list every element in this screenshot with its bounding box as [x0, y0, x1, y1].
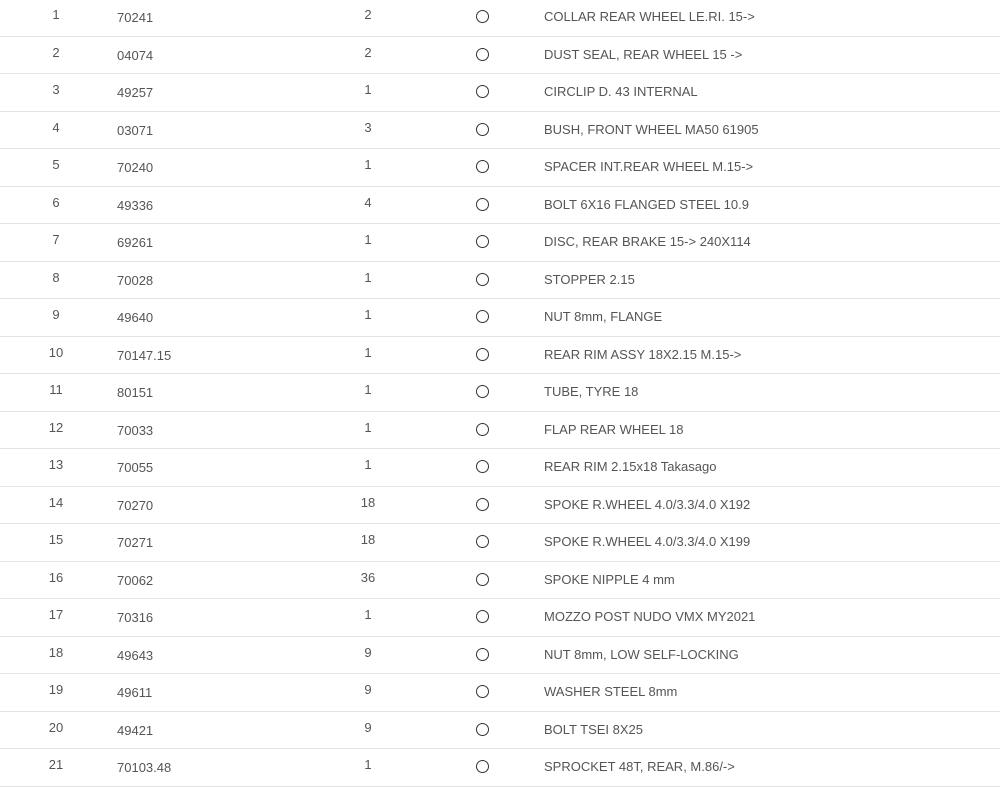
- quantity: 9: [364, 644, 372, 660]
- radio-circle-icon[interactable]: [476, 348, 489, 361]
- part-description: SPOKE R.WHEEL 4.0/3.3/4.0 X192: [544, 496, 751, 512]
- radio-circle-icon[interactable]: [476, 123, 489, 136]
- part-description: CIRCLIP D. 43 INTERNAL: [544, 84, 698, 99]
- select-radio[interactable]: [476, 610, 489, 623]
- select-radio[interactable]: [476, 460, 489, 473]
- table-row: [0, 524, 1000, 562]
- part-code: 70147.15: [117, 347, 172, 363]
- quantity: 18: [360, 494, 376, 510]
- quantity: 1: [364, 307, 372, 322]
- table-row: [0, 449, 1000, 487]
- row-number: 19: [48, 682, 64, 697]
- part-code: 70270: [117, 497, 154, 513]
- part-code: 80151: [117, 385, 154, 400]
- part-description: SPROCKET 48T, REAR, M.86/->: [544, 759, 735, 774]
- part-code: 70062: [117, 572, 154, 588]
- part-description: BUSH, FRONT WHEEL MA50 61905: [544, 121, 759, 137]
- part-description: REAR RIM 2.15x18 Takasago: [544, 459, 717, 474]
- select-radio[interactable]: [476, 348, 489, 361]
- quantity: 1: [364, 269, 372, 285]
- quantity: 2: [364, 7, 372, 22]
- table-row: [0, 749, 1000, 787]
- quantity: 4: [364, 194, 372, 210]
- row-number: 14: [48, 494, 64, 510]
- radio-circle-icon[interactable]: [476, 85, 489, 98]
- part-description: DUST SEAL, REAR WHEEL 15 ->: [544, 46, 743, 62]
- part-description: SPACER INT.REAR WHEEL M.15->: [544, 159, 754, 174]
- part-description: NUT 8mm, FLANGE: [544, 309, 663, 324]
- select-radio[interactable]: [476, 273, 489, 286]
- table-row: [0, 37, 1000, 75]
- quantity: 9: [364, 682, 372, 697]
- part-description: REAR RIM ASSY 18X2.15 M.15->: [544, 346, 742, 362]
- select-radio[interactable]: [476, 10, 489, 23]
- quantity: 18: [360, 532, 376, 547]
- select-radio[interactable]: [476, 85, 489, 98]
- row-number: 12: [48, 419, 64, 435]
- part-description: COLLAR REAR WHEEL LE.RI. 15->: [544, 9, 755, 24]
- select-radio[interactable]: [476, 48, 489, 61]
- radio-circle-icon[interactable]: [476, 423, 489, 436]
- quantity: 36: [360, 569, 376, 585]
- row-number: 6: [52, 194, 60, 210]
- part-code: 70316: [117, 610, 154, 625]
- row-number: 13: [48, 457, 64, 472]
- radio-circle-icon[interactable]: [476, 310, 489, 323]
- row-number: 8: [52, 269, 60, 285]
- row-number: 11: [49, 382, 63, 397]
- quantity: 1: [364, 419, 372, 435]
- table-row: [0, 337, 1000, 375]
- row-number: 10: [48, 344, 64, 360]
- row-number: 16: [48, 569, 64, 585]
- part-code: 03071: [117, 122, 154, 138]
- select-radio[interactable]: [476, 423, 489, 436]
- part-code: 70055: [117, 460, 154, 475]
- row-number: 4: [52, 119, 60, 135]
- table-row: [0, 562, 1000, 600]
- table-row: [0, 262, 1000, 300]
- radio-circle-icon[interactable]: [476, 198, 489, 211]
- part-description: WASHER STEEL 8mm: [544, 684, 678, 699]
- table-row: [0, 599, 1000, 637]
- part-code: 49421: [117, 722, 154, 738]
- select-radio[interactable]: [476, 198, 489, 211]
- quantity: 1: [364, 457, 372, 472]
- radio-circle-icon[interactable]: [476, 235, 489, 248]
- row-number: 15: [48, 532, 64, 547]
- part-code: 49640: [117, 310, 154, 325]
- quantity: 2: [364, 44, 372, 60]
- radio-circle-icon[interactable]: [476, 760, 489, 773]
- radio-circle-icon[interactable]: [476, 610, 489, 623]
- part-description: BOLT TSEI 8X25: [544, 721, 643, 737]
- select-radio[interactable]: [476, 235, 489, 248]
- part-code: 70028: [117, 272, 154, 288]
- table-row: [0, 674, 1000, 712]
- select-radio[interactable]: [476, 385, 489, 398]
- table-row: [0, 149, 1000, 187]
- part-description: SPOKE R.WHEEL 4.0/3.3/4.0 X199: [544, 534, 751, 549]
- row-number: 9: [52, 307, 60, 322]
- select-radio[interactable]: [476, 760, 489, 773]
- table-row: [0, 299, 1000, 337]
- quantity: 1: [364, 757, 372, 772]
- part-description: BOLT 6X16 FLANGED STEEL 10.9: [544, 196, 749, 212]
- radio-circle-icon[interactable]: [476, 273, 489, 286]
- part-description: DISC, REAR BRAKE 15-> 240X114: [544, 234, 751, 249]
- part-code: 04074: [117, 47, 154, 63]
- select-radio[interactable]: [476, 573, 489, 586]
- row-number: 17: [48, 607, 64, 622]
- select-radio[interactable]: [476, 160, 489, 173]
- table-row: [0, 412, 1000, 450]
- table-row: [0, 224, 1000, 262]
- part-code: 49336: [117, 197, 154, 213]
- row-number: 5: [52, 157, 60, 172]
- select-radio[interactable]: [476, 723, 489, 736]
- part-description: TUBE, TYRE 18: [544, 384, 639, 399]
- radio-circle-icon[interactable]: [476, 723, 489, 736]
- part-description: SPOKE NIPPLE 4 mm: [544, 571, 675, 587]
- table-row: [0, 487, 1000, 525]
- quantity: 1: [364, 607, 372, 622]
- row-number: 7: [52, 232, 60, 247]
- part-code: 49257: [117, 85, 154, 100]
- radio-circle-icon[interactable]: [476, 460, 489, 473]
- select-radio[interactable]: [476, 685, 489, 698]
- radio-circle-icon[interactable]: [476, 48, 489, 61]
- quantity: 1: [364, 344, 372, 360]
- quantity: 1: [364, 82, 372, 97]
- quantity: 1: [364, 232, 372, 247]
- quantity: 9: [364, 719, 372, 735]
- part-description: MOZZO POST NUDO VMX MY2021: [544, 609, 756, 624]
- row-number: 18: [48, 644, 64, 660]
- select-radio[interactable]: [476, 648, 489, 661]
- table-row: [0, 187, 1000, 225]
- table-row: [0, 0, 1000, 37]
- radio-circle-icon[interactable]: [476, 10, 489, 23]
- part-description: FLAP REAR WHEEL 18: [544, 421, 684, 437]
- part-code: 70240: [117, 160, 154, 175]
- part-code: 69261: [117, 235, 154, 250]
- row-number: 20: [48, 719, 64, 735]
- quantity: 3: [364, 119, 372, 135]
- quantity: 1: [364, 382, 372, 397]
- table-row: [0, 374, 1000, 412]
- part-code: 70241: [117, 10, 154, 25]
- part-description: STOPPER 2.15: [544, 271, 635, 287]
- row-number: 1: [52, 7, 60, 22]
- table-row: [0, 637, 1000, 675]
- radio-circle-icon[interactable]: [476, 385, 489, 398]
- select-radio[interactable]: [476, 310, 489, 323]
- table-row: [0, 74, 1000, 112]
- radio-circle-icon[interactable]: [476, 160, 489, 173]
- select-radio[interactable]: [476, 498, 489, 511]
- row-number: 3: [52, 82, 60, 97]
- part-code: 49611: [117, 685, 153, 700]
- radio-circle-icon[interactable]: [476, 573, 489, 586]
- row-number: 2: [52, 44, 60, 60]
- part-description: NUT 8mm, LOW SELF-LOCKING: [544, 646, 739, 662]
- part-code: 70033: [117, 422, 154, 438]
- select-radio[interactable]: [476, 123, 489, 136]
- select-radio[interactable]: [476, 535, 489, 548]
- radio-circle-icon[interactable]: [476, 685, 489, 698]
- part-code: 70271: [117, 535, 154, 550]
- part-code: 70103.48: [117, 760, 172, 775]
- radio-circle-icon[interactable]: [476, 535, 489, 548]
- part-code: 49643: [117, 647, 154, 663]
- quantity: 1: [364, 157, 372, 172]
- table-row: [0, 112, 1000, 150]
- radio-circle-icon[interactable]: [476, 498, 489, 511]
- row-number: 21: [48, 757, 64, 772]
- radio-circle-icon[interactable]: [476, 648, 489, 661]
- table-row: [0, 712, 1000, 750]
